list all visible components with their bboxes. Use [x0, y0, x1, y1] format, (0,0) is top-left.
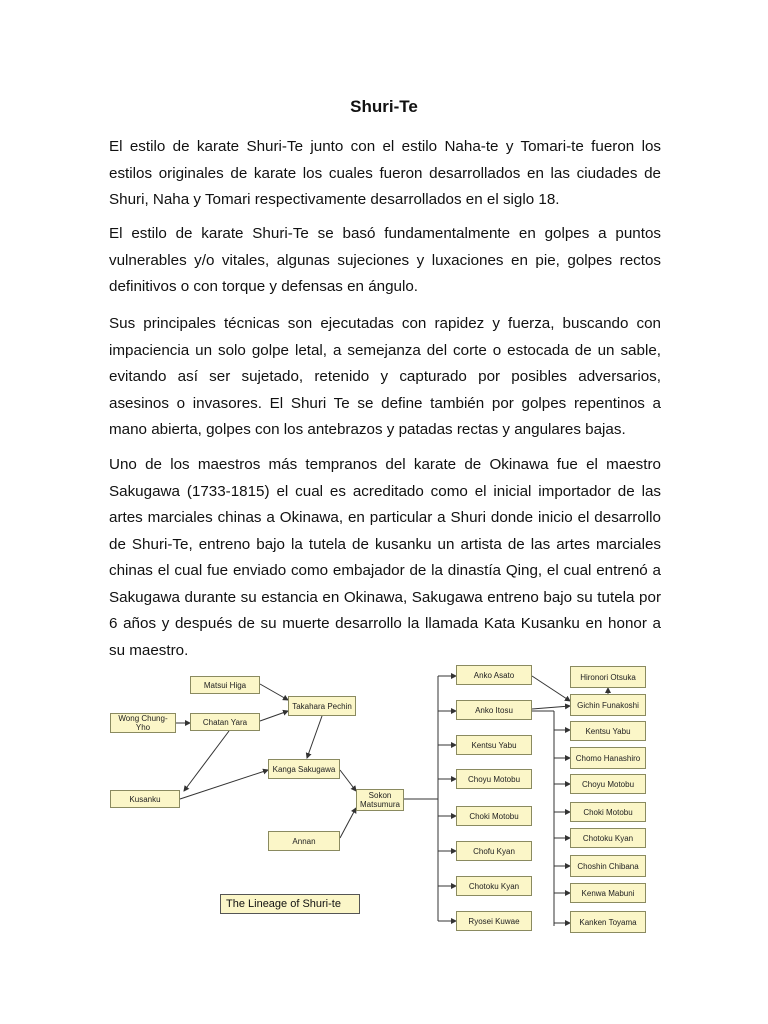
node-wong-chung-yho: Wong Chung-Yho: [110, 713, 176, 733]
node-anko-itosu: Anko Itosu: [456, 700, 532, 720]
paragraph-text: Sus principales técnicas son ejecutadas con rapidez y fuerza, buscando con impaciencia un solo golpe letal, a semejanza del corte o estocada de un sable, evitando así ser sujetado, retenido y capturado por posibles adversarios, asesinos o invasores. El Shuri Te se define también por golpes repentinos a mano abierta, golpes con los antebrazos y patadas rectas y angulares bajas.: [109, 315, 661, 438]
node-kenwa-mabuni: Kenwa Mabuni: [570, 883, 646, 903]
node-chomo-hanashiro: Chomo Hanashiro: [570, 747, 646, 769]
paragraph-techniques: [109, 311, 661, 444]
node-choyu-motobu: Choyu Motobu: [456, 769, 532, 789]
paragraph-intro: [109, 134, 661, 214]
node-hironori-otsuka: Hironori Otsuka: [570, 666, 646, 688]
node-kanga-sakugawa: Kanga Sakugawa: [268, 759, 340, 779]
node-anko-asato: Anko Asato: [456, 665, 532, 685]
node-chofu-kyan: Chofu Kyan: [456, 841, 532, 861]
node-takahara-pechin: Takahara Pechin: [288, 696, 356, 716]
node-matsui-higa: Matsui Higa: [190, 676, 260, 694]
node-gichin-funakoshi: Gichin Funakoshi: [570, 694, 646, 716]
paragraph-text: El estilo de karate Shuri-Te se basó fundamentalmente en golpes a puntos vulnerables y/o vitales, algunas sujeciones y luxaciones en pie, golpes rectos definitivos o con torque y defensas en ángulo.: [109, 225, 661, 295]
node-chatan-yara: Chatan Yara: [190, 713, 260, 731]
node-kentsu-yabu-2: Kentsu Yabu: [570, 721, 646, 741]
node-sokon-matsumura: Sokon Matsumura: [356, 789, 404, 811]
paragraph-sakugawa: [109, 452, 661, 664]
node-annan: Annan: [268, 831, 340, 851]
node-chotoku-kyan-2: Chotoku Kyan: [570, 828, 646, 848]
paragraph-foundations: [109, 221, 661, 301]
node-choshin-chibana: Choshin Chibana: [570, 855, 646, 877]
node-ryosei-kuwae: Ryosei Kuwae: [456, 911, 532, 931]
page-title: Shuri-Te: [350, 97, 418, 116]
lineage-diagram: [104, 656, 664, 936]
node-choyu-motobu-2: Choyu Motobu: [570, 774, 646, 794]
node-choki-motobu-2: Choki Motobu: [570, 802, 646, 822]
lineage-caption: The Lineage of Shuri-te: [220, 894, 360, 914]
node-choki-motobu: Choki Motobu: [456, 806, 532, 826]
node-chotoku-kyan: Chotoku Kyan: [456, 876, 532, 896]
paragraph-text: El estilo de karate Shuri-Te junto con el estilo Naha-te y Tomari-te fueron los estilos originales de karate los cuales fueron desarrollados en las ciudades de Shuri, Naha y Tomari respectivamente desarrollados en el siglo 18.: [109, 138, 661, 208]
node-kusanku: Kusanku: [110, 790, 180, 808]
paragraph-text: Uno de los maestros más tempranos del karate de Okinawa fue el maestro Sakugawa (1733-1815) el cual es acreditado como el inicial importador de las artes marciales chinas a Okinawa, en particular a Shuri donde inicio el desarrollo de Shuri-Te, entreno bajo la tutela de kusanku un artista de las artes marciales chinas el cual fue enviado como embajador de la dinastía Qing, el cual entrenó a Sakugawa durante su estancia en Okinawa, Sakugawa entreno bajo su tutela por 6 años y después de su muerte desarrollo la llamada Kata Kusanku en honor a su maestro.: [109, 456, 661, 659]
node-kentsu-yabu: Kentsu Yabu: [456, 735, 532, 755]
node-kanken-toyama: Kanken Toyama: [570, 911, 646, 933]
